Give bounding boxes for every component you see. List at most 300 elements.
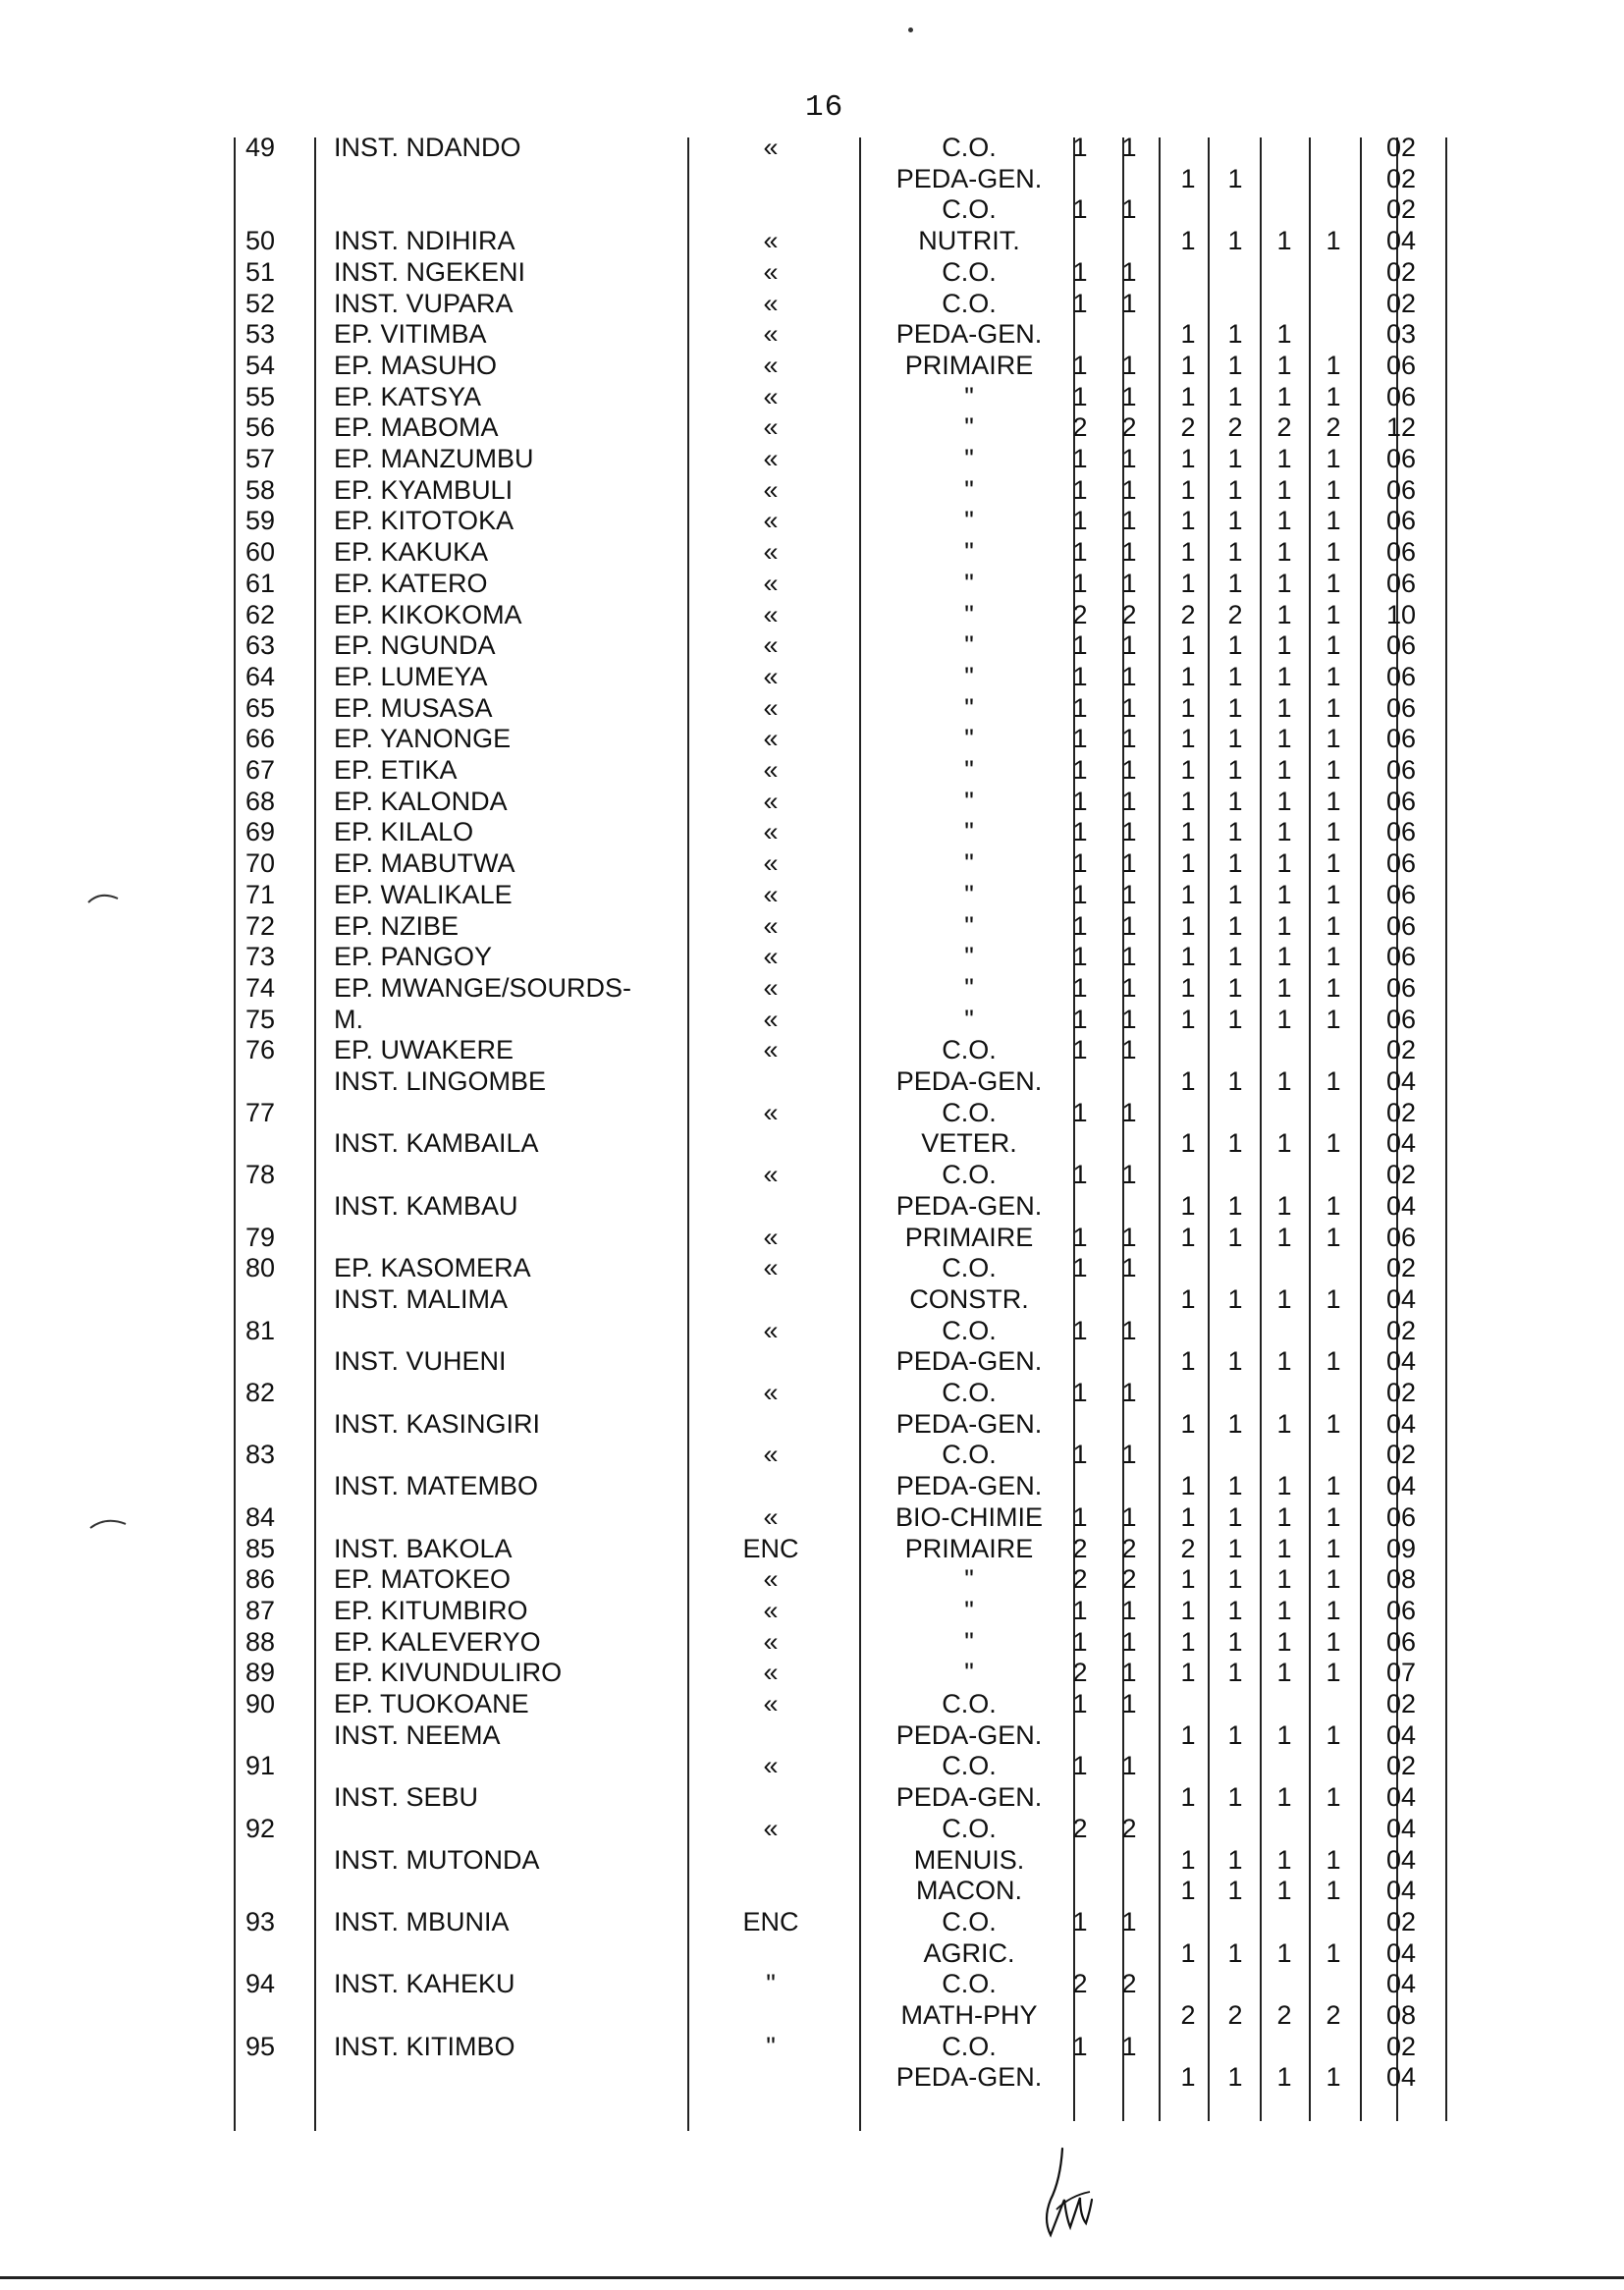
row-number: 53 xyxy=(245,319,276,350)
class-count: 1 xyxy=(1326,1501,1341,1532)
row-total: 02 xyxy=(1386,1160,1417,1190)
class-count: 1 xyxy=(1180,1876,1196,1906)
class-count: 1 xyxy=(1227,1564,1243,1595)
class-count: 1 xyxy=(1326,879,1341,909)
class-count: 1 xyxy=(1072,537,1088,568)
class-count: 1 xyxy=(1326,910,1341,941)
class-count: 1 xyxy=(1121,755,1137,785)
class-count: 1 xyxy=(1326,1283,1341,1314)
class-count: 1 xyxy=(1180,724,1196,754)
row-number: 91 xyxy=(245,1751,276,1781)
regime: « xyxy=(763,1378,779,1407)
class-count: 2 xyxy=(1121,1533,1137,1563)
regime: « xyxy=(763,661,779,691)
class-count: 1 xyxy=(1276,692,1292,723)
class-count: 1 xyxy=(1276,1782,1292,1813)
class-count: 1 xyxy=(1276,630,1292,661)
row-number: 92 xyxy=(245,1813,276,1843)
class-count: 1 xyxy=(1326,1626,1341,1657)
regime: « xyxy=(763,319,779,350)
class-count: 1 xyxy=(1227,506,1243,536)
class-count: 2 xyxy=(1227,599,1243,629)
row-total: 02 xyxy=(1386,1253,1417,1283)
row-number: 86 xyxy=(245,1564,276,1595)
class-count: 1 xyxy=(1326,1066,1341,1096)
class-count: 2 xyxy=(1326,2000,1341,2030)
class-count: 2 xyxy=(1180,599,1196,629)
class-count: 1 xyxy=(1326,537,1341,568)
row-total: 04 xyxy=(1386,1782,1417,1813)
class-count: 1 xyxy=(1180,506,1196,536)
regime: « xyxy=(763,972,779,1003)
class-count: 2 xyxy=(1227,2000,1243,2030)
regime: « xyxy=(763,226,779,256)
class-count: 1 xyxy=(1072,848,1088,879)
row-total: 06 xyxy=(1386,1595,1417,1625)
class-count: 1 xyxy=(1326,848,1341,879)
class-count: 1 xyxy=(1121,1751,1137,1781)
class-count: 1 xyxy=(1072,692,1088,723)
class-count: 1 xyxy=(1276,910,1292,941)
class-count: 1 xyxy=(1276,319,1292,350)
row-total: 06 xyxy=(1386,1004,1417,1034)
regime: « xyxy=(763,1222,779,1252)
school-name: EP. KALEVERYO xyxy=(334,1626,541,1657)
row-total: 09 xyxy=(1386,1533,1417,1563)
section: PEDA-GEN. xyxy=(895,1471,1043,1501)
class-count: 1 xyxy=(1227,2062,1243,2093)
section: C.O. xyxy=(942,1097,997,1127)
row-number: 84 xyxy=(245,1501,276,1532)
class-count: 1 xyxy=(1072,910,1088,941)
class-count: 1 xyxy=(1121,133,1137,162)
section: " xyxy=(964,1595,974,1625)
class-count: 1 xyxy=(1326,1222,1341,1252)
row-total: 06 xyxy=(1386,630,1417,661)
class-count: 1 xyxy=(1326,1346,1341,1377)
row-total: 04 xyxy=(1386,1346,1417,1377)
class-count: 1 xyxy=(1180,537,1196,568)
class-count: 1 xyxy=(1072,2031,1088,2061)
class-count: 1 xyxy=(1180,1937,1196,1968)
school-name: EP. YANONGE xyxy=(334,724,512,754)
section: " xyxy=(964,786,974,816)
regime: « xyxy=(763,879,779,909)
section: C.O. xyxy=(942,1315,997,1345)
table-rule-class-6 xyxy=(1309,137,1311,2121)
school-name: INST. NEEMA xyxy=(334,1719,501,1750)
section: PEDA-GEN. xyxy=(895,163,1043,193)
row-number: 54 xyxy=(245,350,276,380)
section: C.O. xyxy=(942,256,997,287)
class-count: 1 xyxy=(1121,1658,1137,1688)
school-name: EP. VITIMBA xyxy=(334,319,487,350)
school-name: INST. SEBU xyxy=(334,1782,479,1813)
row-total: 06 xyxy=(1386,350,1417,380)
school-name: EP. MASUHO xyxy=(334,350,498,380)
class-count: 1 xyxy=(1227,1346,1243,1377)
row-total: 06 xyxy=(1386,755,1417,785)
class-count: 1 xyxy=(1121,1501,1137,1532)
row-number: 88 xyxy=(245,1626,276,1657)
row-total: 06 xyxy=(1386,1626,1417,1657)
class-count: 1 xyxy=(1326,474,1341,505)
class-count: 1 xyxy=(1276,879,1292,909)
class-count: 1 xyxy=(1121,537,1137,568)
class-count: 1 xyxy=(1227,1533,1243,1563)
section: C.O. xyxy=(942,1751,997,1781)
class-count: 1 xyxy=(1227,1408,1243,1439)
class-count: 1 xyxy=(1072,1160,1088,1190)
section: " xyxy=(964,848,974,879)
section: C.O. xyxy=(942,1813,997,1843)
section: " xyxy=(964,412,974,443)
row-total: 04 xyxy=(1386,1969,1417,1999)
class-count: 1 xyxy=(1072,444,1088,473)
section: " xyxy=(964,942,974,972)
class-count: 1 xyxy=(1180,942,1196,972)
class-count: 1 xyxy=(1121,786,1137,816)
row-number: 63 xyxy=(245,630,276,661)
class-count: 1 xyxy=(1227,319,1243,350)
class-count: 1 xyxy=(1227,350,1243,380)
regime: « xyxy=(763,1501,779,1532)
class-count: 1 xyxy=(1180,1408,1196,1439)
row-number: 80 xyxy=(245,1253,276,1283)
section: " xyxy=(964,692,974,723)
row-total: 06 xyxy=(1386,692,1417,723)
row-number: 95 xyxy=(245,2031,276,2061)
section: C.O. xyxy=(942,194,997,225)
section: C.O. xyxy=(942,1378,997,1407)
class-count: 1 xyxy=(1326,817,1341,847)
class-count: 1 xyxy=(1072,942,1088,972)
class-count: 1 xyxy=(1276,724,1292,754)
class-count: 1 xyxy=(1121,972,1137,1003)
school-name: EP. MANZUMBU xyxy=(334,444,534,473)
row-total: 02 xyxy=(1386,1315,1417,1345)
class-count: 1 xyxy=(1180,568,1196,598)
section: C.O. xyxy=(942,1440,997,1470)
row-number: 68 xyxy=(245,786,276,816)
class-count: 1 xyxy=(1072,1097,1088,1127)
class-count: 1 xyxy=(1276,817,1292,847)
class-count: 1 xyxy=(1180,1190,1196,1221)
class-count: 1 xyxy=(1227,879,1243,909)
section: " xyxy=(964,972,974,1003)
section: PEDA-GEN. xyxy=(895,2062,1043,2093)
row-number: 87 xyxy=(245,1595,276,1625)
row-number: 83 xyxy=(245,1440,276,1470)
row-total: 04 xyxy=(1386,1066,1417,1096)
class-count: 1 xyxy=(1326,661,1341,691)
row-total: 04 xyxy=(1386,2062,1417,2093)
regime: « xyxy=(763,755,779,785)
regime: " xyxy=(766,2031,776,2061)
row-total: 06 xyxy=(1386,879,1417,909)
section: NUTRIT. xyxy=(918,226,1020,256)
class-count: 1 xyxy=(1276,972,1292,1003)
class-count: 1 xyxy=(1072,1689,1088,1718)
class-count: 2 xyxy=(1072,1813,1088,1843)
class-count: 1 xyxy=(1227,381,1243,411)
regime: « xyxy=(763,1751,779,1781)
regime: « xyxy=(763,692,779,723)
row-number: 61 xyxy=(245,568,276,598)
class-count: 1 xyxy=(1121,1160,1137,1190)
row-number: 81 xyxy=(245,1315,276,1345)
class-count: 1 xyxy=(1276,942,1292,972)
row-number: 51 xyxy=(245,256,276,287)
regime: « xyxy=(763,910,779,941)
class-count: 1 xyxy=(1326,599,1341,629)
scan-speck xyxy=(908,27,913,32)
class-count: 1 xyxy=(1326,381,1341,411)
class-count: 1 xyxy=(1180,972,1196,1003)
class-count: 1 xyxy=(1121,630,1137,661)
section: PEDA-GEN. xyxy=(895,1346,1043,1377)
class-count: 1 xyxy=(1276,755,1292,785)
row-number: 77 xyxy=(245,1097,276,1127)
class-count: 1 xyxy=(1121,1097,1137,1127)
section: VETER. xyxy=(921,1128,1017,1159)
class-count: 1 xyxy=(1180,226,1196,256)
section: " xyxy=(964,1626,974,1657)
class-count: 1 xyxy=(1180,692,1196,723)
class-count: 1 xyxy=(1227,910,1243,941)
class-count: 1 xyxy=(1227,848,1243,879)
section: " xyxy=(964,630,974,661)
section: " xyxy=(964,537,974,568)
class-count: 1 xyxy=(1227,755,1243,785)
class-count: 1 xyxy=(1276,1501,1292,1532)
regime: « xyxy=(763,942,779,972)
table-rule-left xyxy=(234,137,236,2131)
school-name: EP. MUSASA xyxy=(334,692,493,723)
section: C.O. xyxy=(942,1253,997,1283)
class-count: 1 xyxy=(1227,1471,1243,1501)
row-number: 57 xyxy=(245,444,276,473)
class-count: 1 xyxy=(1121,1378,1137,1407)
school-name: EP. KITOTOKA xyxy=(334,506,514,536)
class-count: 1 xyxy=(1180,661,1196,691)
row-number: 78 xyxy=(245,1160,276,1190)
class-count: 1 xyxy=(1227,630,1243,661)
class-count: 2 xyxy=(1180,1533,1196,1563)
class-count: 1 xyxy=(1121,194,1137,225)
row-total: 02 xyxy=(1386,1440,1417,1470)
class-count: 1 xyxy=(1227,1658,1243,1688)
row-total: 06 xyxy=(1386,942,1417,972)
row-total: 03 xyxy=(1386,319,1417,350)
school-name: INST. BAKOLA xyxy=(334,1533,513,1563)
section: C.O. xyxy=(942,288,997,318)
row-number: 49 xyxy=(245,133,276,162)
school-name: EP. MABOMA xyxy=(334,412,499,443)
class-count: 1 xyxy=(1326,1658,1341,1688)
class-count: 1 xyxy=(1180,1004,1196,1034)
row-total: 04 xyxy=(1386,1283,1417,1314)
class-count: 1 xyxy=(1276,1626,1292,1657)
regime: « xyxy=(763,1440,779,1470)
class-count: 1 xyxy=(1276,599,1292,629)
class-count: 1 xyxy=(1072,288,1088,318)
class-count: 1 xyxy=(1326,444,1341,473)
class-count: 1 xyxy=(1227,1595,1243,1625)
class-count: 1 xyxy=(1072,568,1088,598)
class-count: 1 xyxy=(1326,755,1341,785)
school-name: EP. ETIKA xyxy=(334,755,458,785)
class-count: 1 xyxy=(1326,2062,1341,2093)
row-number: 62 xyxy=(245,599,276,629)
section: " xyxy=(964,1564,974,1595)
class-count: 1 xyxy=(1326,1004,1341,1034)
class-count: 1 xyxy=(1121,910,1137,941)
row-total: 02 xyxy=(1386,288,1417,318)
class-count: 1 xyxy=(1180,910,1196,941)
class-count: 1 xyxy=(1326,972,1341,1003)
table-rule-right xyxy=(1445,137,1447,2121)
row-number: 56 xyxy=(245,412,276,443)
class-count: 1 xyxy=(1121,879,1137,909)
class-count: 1 xyxy=(1072,1751,1088,1781)
section: CONSTR. xyxy=(909,1283,1029,1314)
school-name: INST. NDIHIRA xyxy=(334,226,515,256)
row-number: 82 xyxy=(245,1378,276,1407)
section: C.O. xyxy=(942,1160,997,1190)
section: " xyxy=(964,724,974,754)
section: " xyxy=(964,910,974,941)
class-count: 1 xyxy=(1180,1346,1196,1377)
class-count: 1 xyxy=(1276,474,1292,505)
school-name: EP. KASOMERA xyxy=(334,1253,531,1283)
class-count: 1 xyxy=(1072,817,1088,847)
class-count: 1 xyxy=(1326,1719,1341,1750)
regime: « xyxy=(763,1035,779,1065)
class-count: 1 xyxy=(1227,661,1243,691)
class-count: 1 xyxy=(1072,972,1088,1003)
school-name: INST. MUTONDA xyxy=(334,1844,540,1875)
class-count: 1 xyxy=(1227,1719,1243,1750)
school-name: EP. KATERO xyxy=(334,568,488,598)
class-count: 2 xyxy=(1072,1564,1088,1595)
class-count: 1 xyxy=(1227,1876,1243,1906)
class-count: 1 xyxy=(1121,1595,1137,1625)
class-count: 1 xyxy=(1180,1782,1196,1813)
regime: « xyxy=(763,817,779,847)
class-count: 1 xyxy=(1180,1283,1196,1314)
row-number: 66 xyxy=(245,724,276,754)
class-count: 1 xyxy=(1180,786,1196,816)
regime: « xyxy=(763,256,779,287)
page-bottom-rule xyxy=(0,2276,1624,2279)
regime: « xyxy=(763,288,779,318)
row-total: 06 xyxy=(1386,972,1417,1003)
section: PRIMAIRE xyxy=(904,1533,1034,1563)
class-count: 1 xyxy=(1276,1346,1292,1377)
class-count: 1 xyxy=(1326,786,1341,816)
class-count: 1 xyxy=(1180,1626,1196,1657)
regime: « xyxy=(763,848,779,879)
row-total: 04 xyxy=(1386,1844,1417,1875)
class-count: 1 xyxy=(1276,1844,1292,1875)
school-name: EP. KAKUKA xyxy=(334,537,489,568)
class-count: 1 xyxy=(1072,133,1088,162)
regime: « xyxy=(763,1626,779,1657)
class-count: 1 xyxy=(1072,724,1088,754)
school-name: INST. NDANDO xyxy=(334,133,521,162)
class-count: 1 xyxy=(1227,1128,1243,1159)
row-number: 79 xyxy=(245,1222,276,1252)
class-count: 1 xyxy=(1121,381,1137,411)
row-total: 06 xyxy=(1386,661,1417,691)
school-name: INST. KITIMBO xyxy=(334,2031,515,2061)
section: PEDA-GEN. xyxy=(895,1066,1043,1096)
class-count: 1 xyxy=(1121,474,1137,505)
school-name: EP. KITUMBIRO xyxy=(334,1595,528,1625)
school-name: INST. MATEMBO xyxy=(334,1471,539,1501)
regime: « xyxy=(763,1564,779,1595)
class-count: 1 xyxy=(1227,1190,1243,1221)
regime: « xyxy=(763,786,779,816)
regime: « xyxy=(763,1315,779,1345)
class-count: 1 xyxy=(1180,879,1196,909)
table-rule-name xyxy=(314,137,316,2131)
row-number: 85 xyxy=(245,1533,276,1563)
class-count: 1 xyxy=(1180,1658,1196,1688)
class-count: 1 xyxy=(1276,661,1292,691)
class-count: 1 xyxy=(1072,194,1088,225)
class-count: 1 xyxy=(1121,506,1137,536)
regime: « xyxy=(763,506,779,536)
regime: « xyxy=(763,1595,779,1625)
class-count: 1 xyxy=(1276,1471,1292,1501)
row-total: 06 xyxy=(1386,724,1417,754)
class-count: 1 xyxy=(1276,1876,1292,1906)
class-count: 1 xyxy=(1326,692,1341,723)
school-name: EP. LUMEYA xyxy=(334,661,488,691)
section: C.O. xyxy=(942,2031,997,2061)
school-name: EP. NZIBE xyxy=(334,910,460,941)
class-count: 1 xyxy=(1227,1782,1243,1813)
class-count: 1 xyxy=(1121,1315,1137,1345)
row-total: 06 xyxy=(1386,474,1417,505)
class-count: 2 xyxy=(1072,1969,1088,1999)
section: " xyxy=(964,568,974,598)
section: MENUIS. xyxy=(913,1844,1025,1875)
class-count: 1 xyxy=(1121,256,1137,287)
table-rule-class-7 xyxy=(1360,137,1362,2121)
school-name: EP. PANGOY xyxy=(334,942,493,972)
row-total: 04 xyxy=(1386,1937,1417,1968)
class-count: 1 xyxy=(1276,1564,1292,1595)
row-total: 02 xyxy=(1386,1906,1417,1936)
class-count: 1 xyxy=(1326,506,1341,536)
school-name: M. xyxy=(334,1004,363,1034)
regime: « xyxy=(763,537,779,568)
class-count: 1 xyxy=(1227,1283,1243,1314)
regime: ENC xyxy=(742,1533,799,1563)
class-count: 1 xyxy=(1072,1315,1088,1345)
page-number: 16 xyxy=(805,90,844,125)
class-count: 1 xyxy=(1326,724,1341,754)
section: " xyxy=(964,381,974,411)
class-count: 1 xyxy=(1326,350,1341,380)
row-total: 06 xyxy=(1386,817,1417,847)
regime: « xyxy=(763,444,779,473)
class-count: 1 xyxy=(1180,1844,1196,1875)
class-count: 1 xyxy=(1180,1128,1196,1159)
